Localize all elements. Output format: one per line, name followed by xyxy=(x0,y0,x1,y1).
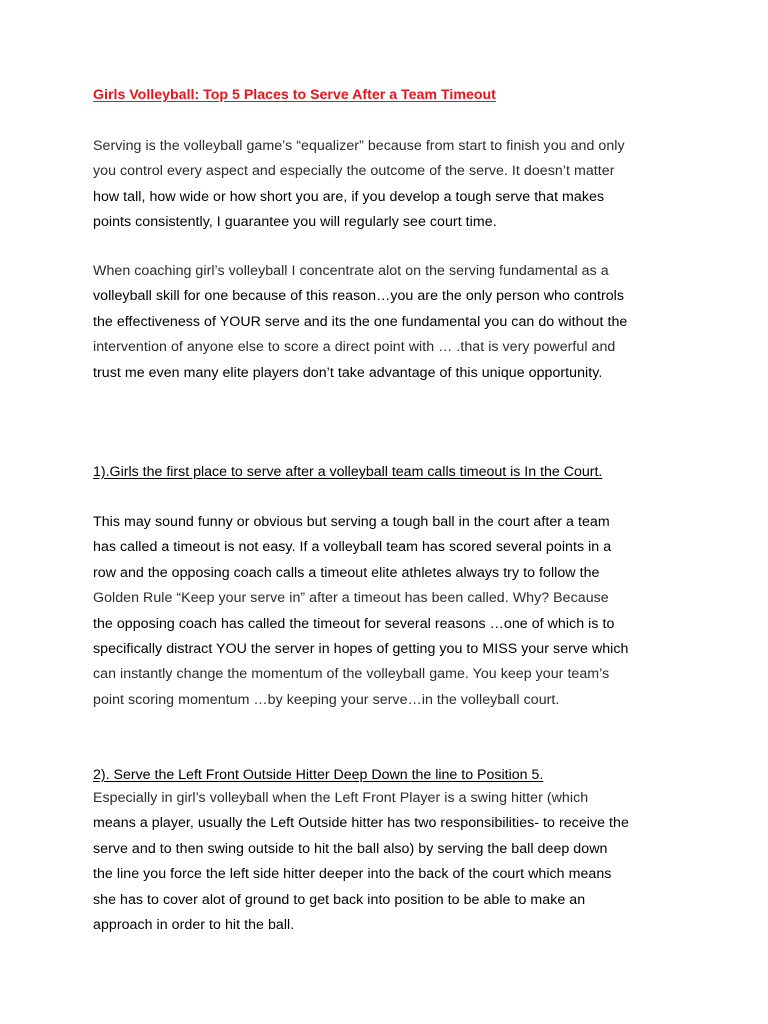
paragraph-line: you control every aspect and especially the outcome of the serve. It doesn’t matter xyxy=(93,163,615,180)
paragraph-line: Especially in girl’s volleyball when the Left Front Player is a swing hitter (which xyxy=(93,790,589,806)
paragraph-line: the line you force the left side hitter deeper into the back of the court which means xyxy=(93,866,612,883)
paragraph-line: how tall, how wide or how short you are, if you develop a tough serve that makes xyxy=(93,188,605,205)
paragraph-line: the effectiveness of YOUR serve and its the one fundamental you can do without the xyxy=(93,313,628,330)
paragraph-line: points consistently, I guarantee you will regularly see court time. xyxy=(93,214,497,231)
paragraph-line: has called a timeout is not easy. If a volleyball team has scored several points in a xyxy=(93,539,612,556)
coaching-paragraph xyxy=(93,259,693,386)
section-2-heading: 2). Serve the Left Front Outside Hitter Deep Down the line to Position 5. xyxy=(93,767,544,783)
paragraph-line: row and the opposing coach calls a timeout elite athletes always try to follow the xyxy=(93,564,600,581)
paragraph-line: means a player, usually the Left Outside hitter has two responsibilities- to receive the xyxy=(93,815,629,832)
paragraph-line: the opposing coach has called the timeout for several reasons …one of which is to xyxy=(93,615,615,632)
paragraph-line: serve and to then swing outside to hit the ball also) by serving the ball deep down xyxy=(93,840,608,857)
intro-paragraph xyxy=(93,134,693,236)
paragraph-line: When coaching girl’s volleyball I concentrate alot on the serving fundamental as a xyxy=(93,263,609,279)
paragraph-line: This may sound funny or obvious but serving a tough ball in the court after a team xyxy=(93,514,610,530)
section-2-paragraph xyxy=(93,786,693,938)
section-1-paragraph xyxy=(93,510,693,713)
paragraph-line: she has to cover alot of ground to get back into position to be able to make an xyxy=(93,891,586,908)
section-1-heading: 1).Girls the first place to serve after a volleyball team calls timeout is In the Court. xyxy=(93,464,603,480)
paragraph-line: approach in order to hit the ball. xyxy=(93,917,295,934)
paragraph-line: point scoring momentum …by keeping your serve…in the volleyball court. xyxy=(93,691,560,708)
paragraph-line: can instantly change the momentum of the volleyball game. You keep your team’s xyxy=(93,666,610,683)
paragraph-line: volleyball skill for one because of this reason…you are the only person who controls xyxy=(93,288,624,305)
paragraph-line: specifically distract YOU the server in hopes of getting you to MISS your serve which xyxy=(93,641,629,658)
paragraph-line: trust me even many elite players don’t take advantage of this unique opportunity. xyxy=(93,364,603,381)
paragraph-line: Golden Rule “Keep your serve in” after a timeout has been called. Why? Because xyxy=(93,590,609,607)
document-title: Girls Volleyball: Top 5 Places to Serve After a Team Timeout xyxy=(93,87,496,103)
paragraph-line: intervention of anyone else to score a direct point with … .that is very powerful and xyxy=(93,339,616,356)
paragraph-line: Serving is the volleyball game’s “equalizer” because from start to finish you and only xyxy=(93,138,625,154)
